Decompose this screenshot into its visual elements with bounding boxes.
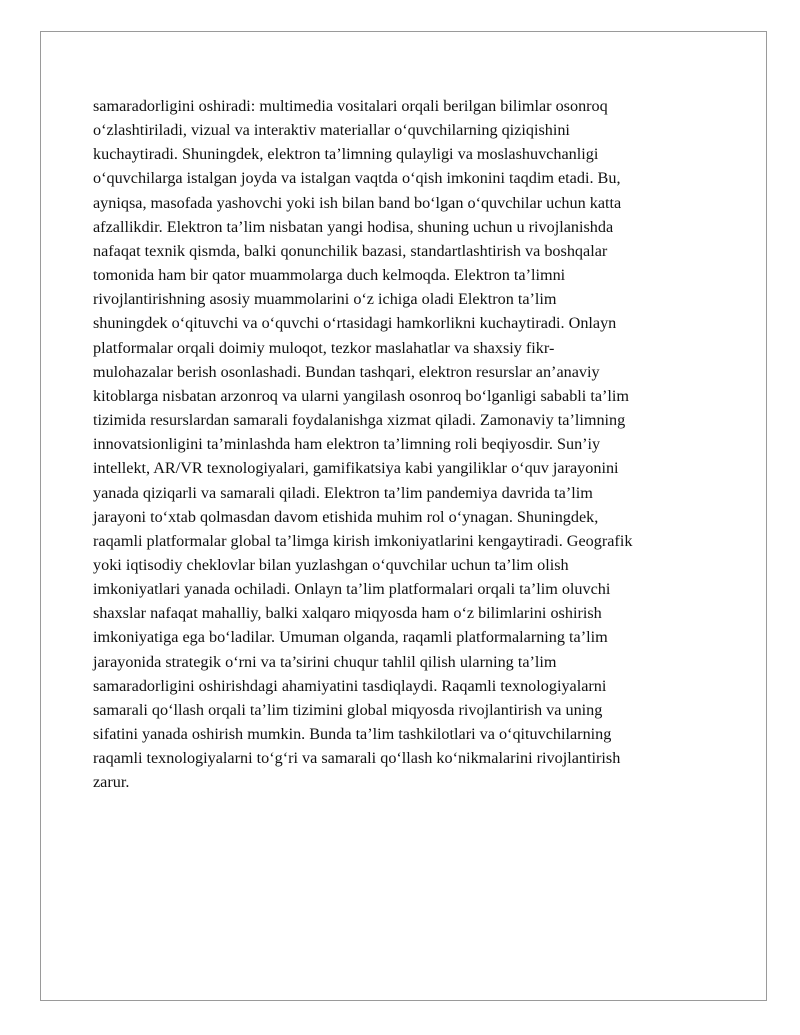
text-line: tomonida ham bir qator muammolarga duch kelmoqda. Elektron ta’limni [93,266,566,285]
text-line: afzallikdir. Elektron ta’lim nisbatan yangi hodisa, shuning uchun u rivojlanishda [93,217,614,236]
text-line: o‘zlashtiriladi, vizual va interaktiv materiallar o‘quvchilarning qiziqishini [93,121,570,140]
text-line: raqamli platformalar global ta’limga kirish imkoniyatlarini kengaytiradi. Geografik [93,531,633,550]
text-line: imkoniyatiga ega bo‘ladilar. Umuman olganda, raqamli platformalarning ta’lim [93,628,608,647]
text-line: kitoblarga nisbatan arzonroq va ularni yangilash osonroq bo‘lganligi sababli ta’lim [93,386,630,405]
text-line: o‘quvchilarga istalgan joyda va istalgan vaqtda o‘qish imkonini taqdim etadi. Bu, [93,169,621,188]
text-line: samarali qo‘llash orqali ta’lim tizimini global miqyosda rivojlantirish va uning [93,700,603,719]
text-line: zarur. [93,773,130,792]
text-line: innovatsionligini ta’minlashda ham elektron ta’limning roli beqiyosdir. Sun’iy [93,435,601,454]
text-line: platformalar orqali doimiy muloqot, tezkor maslahatlar va shaxsiy fikr- [93,338,555,357]
text-line: mulohazalar berish osonlashadi. Bundan tashqari, elektron resurslar an’anaviy [93,362,600,381]
text-line: kuchaytiradi. Shuningdek, elektron ta’limning qulayligi va moslashuvchanligi [93,145,599,164]
text-line: ayniqsa, masofada yashovchi yoki ish bilan band bo‘lgan o‘quvchilar uchun katta [93,193,622,212]
text-line: sifatini yanada oshirish mumkin. Bunda ta’lim tashkilotlari va o‘qituvchilarning [93,725,612,744]
text-line: yanada qiziqarli va samarali qiladi. Elektron ta’lim pandemiya davrida ta’lim [93,483,593,502]
text-line: intellekt, AR/VR texnologiyalari, gamifikatsiya kabi yangiliklar o‘quv jarayonini [93,459,619,478]
text-line: samaradorligini oshirishdagi ahamiyatini tasdiqlaydi. Raqamli texnologiyalarni [93,676,607,695]
text-line: raqamli texnologiyalarni to‘g‘ri va samarali qo‘llash ko‘nikmalarini rivojlantirish [93,749,621,768]
body-text [93,94,733,795]
text-line: shuningdek o‘qituvchi va o‘quvchi o‘rtasidagi hamkorlikni kuchaytiradi. Onlayn [93,314,617,333]
text-line: jarayoni to‘xtab qolmasdan davom etishida muhim rol o‘ynagan. Shuningdek, [93,507,599,526]
document-page [40,31,767,1001]
text-line: jarayonida strategik o‘rni va ta’sirini chuqur tahlil qilish ularning ta’lim [93,652,557,671]
text-line: tizimida resurslardan samarali foydalanishga xizmat qiladi. Zamonaviy ta’limning [93,411,626,430]
text-line: rivojlantirishning asosiy muammolarini o‘z ichiga oladi Elektron ta’lim [93,290,557,309]
text-line: yoki iqtisodiy cheklovlar bilan yuzlashgan o‘quvchilar uchun ta’lim olish [93,555,569,574]
text-line: shaxslar nafaqat mahalliy, balki xalqaro miqyosda ham o‘z bilimlarini oshirish [93,604,602,623]
text-line: imkoniyatlari yanada ochiladi. Onlayn ta’lim platformalari orqali ta’lim oluvchi [93,580,611,599]
text-line: samaradorligini oshiradi: multimedia vositalari orqali berilgan bilimlar osonroq [93,97,608,115]
text-line: nafaqat texnik qismda, balki qonunchilik bazasi, standartlashtirish va boshqalar [93,241,608,260]
